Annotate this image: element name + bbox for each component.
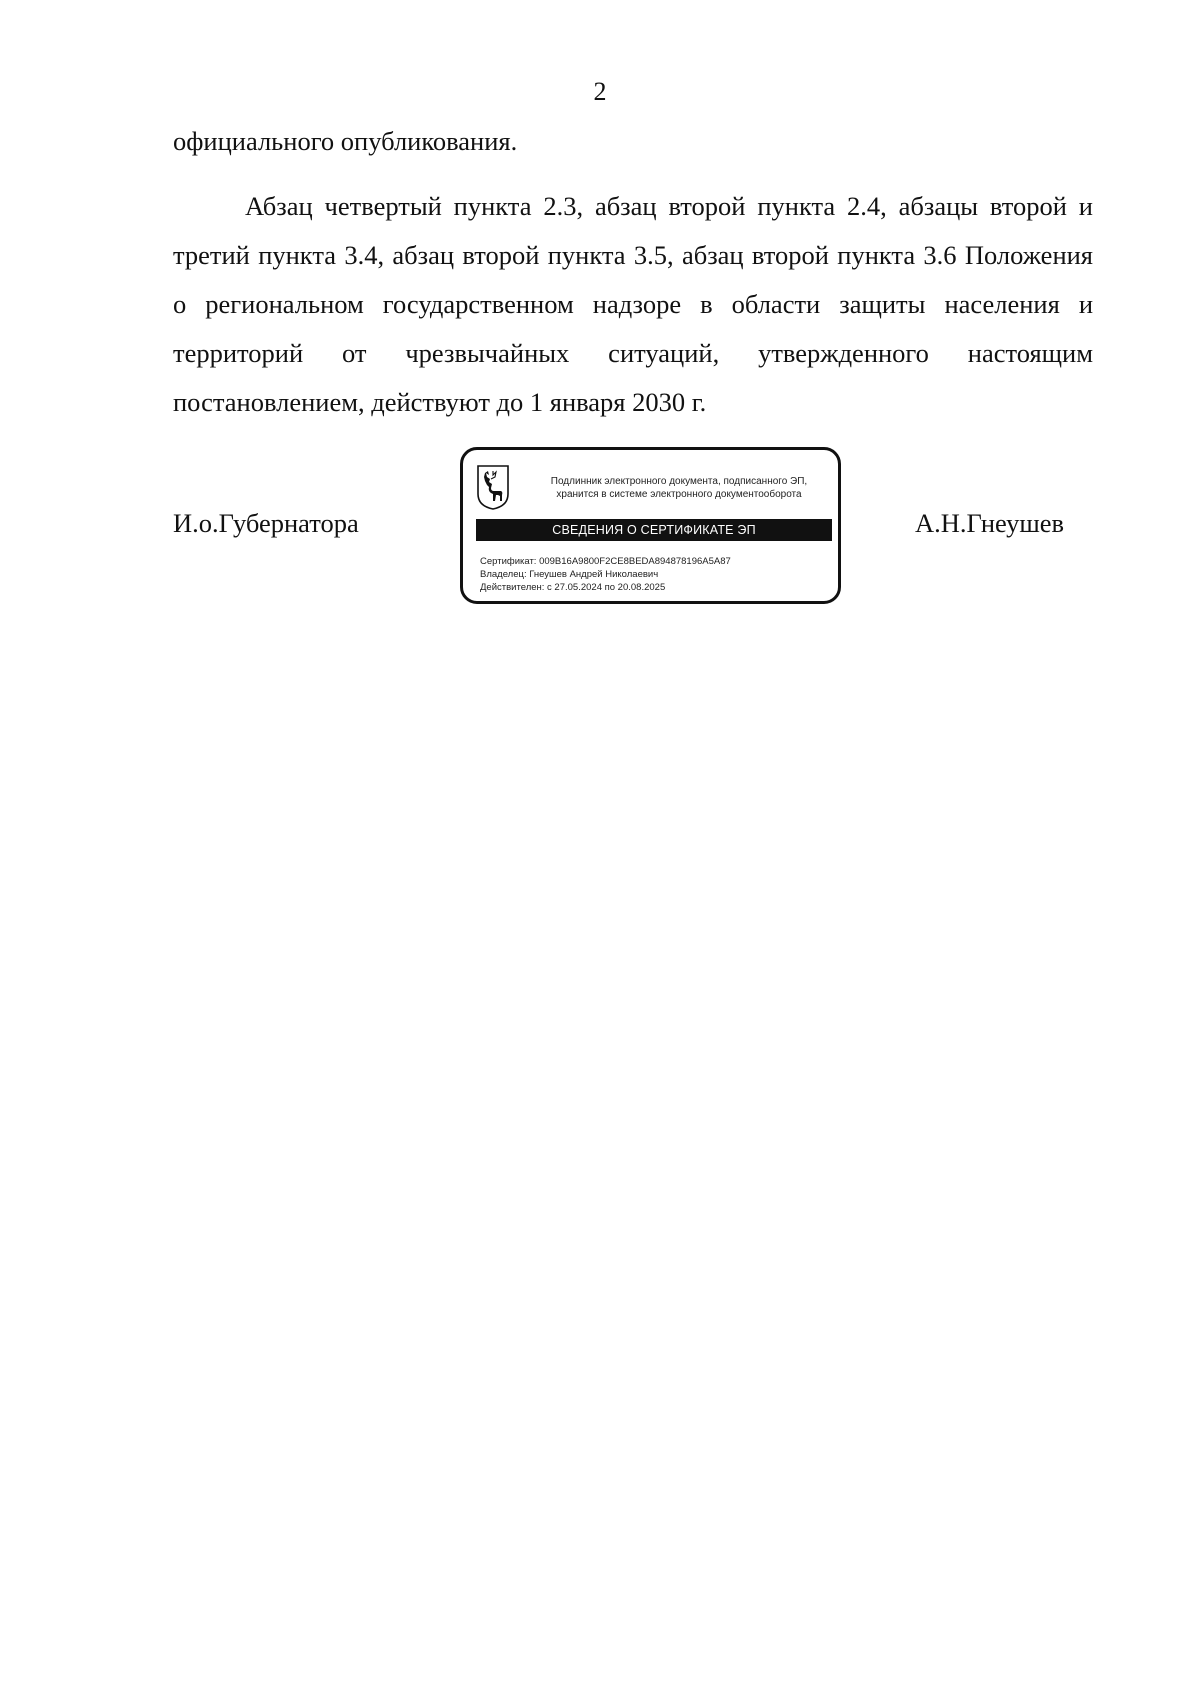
page-number: 2 <box>593 77 607 106</box>
stamp-note-line: Подлинник электронного документа, подписанного ЭП, <box>550 476 808 487</box>
certificate-details <box>480 555 731 594</box>
certificate-serial: Сертификат: 009B16A9800F2CE8BEDA894878196A5A87 <box>480 556 731 567</box>
electronic-signature-stamp <box>460 447 841 604</box>
stamp-note <box>529 475 829 501</box>
certificate-validity: Действителен: с 27.05.2024 по 20.08.2025 <box>480 582 666 593</box>
signer-title: И.о.Губернатора <box>173 508 359 538</box>
paragraph-continuation: официального опубликования. <box>173 126 518 156</box>
deer-coat-of-arms-icon <box>476 464 510 510</box>
signer-name: А.Н.Гнеушев <box>915 508 1065 538</box>
certificate-owner: Владелец: Гнеушев Андрей Николаевич <box>480 569 659 580</box>
stamp-note-line: хранится в системе электронного документооборота <box>556 489 802 500</box>
stamp-banner: СВЕДЕНИЯ О СЕРТИФИКАТЕ ЭП <box>476 519 832 541</box>
document-body <box>173 117 1093 427</box>
paragraph-validity-clause: Абзац четвертый пункта 2.3, абзац второй пункта 2.4, абзацы второй и третий пункта 3.4, абзац второй пункта 3.5, абзац второй пункта 3.6 Положения о региональном государственном надзоре в области защиты населения и территорий от чрезвычайных ситуаций, утвержденного настоящим постановлением, действуют до 1 января 2030 г. <box>173 191 1093 417</box>
